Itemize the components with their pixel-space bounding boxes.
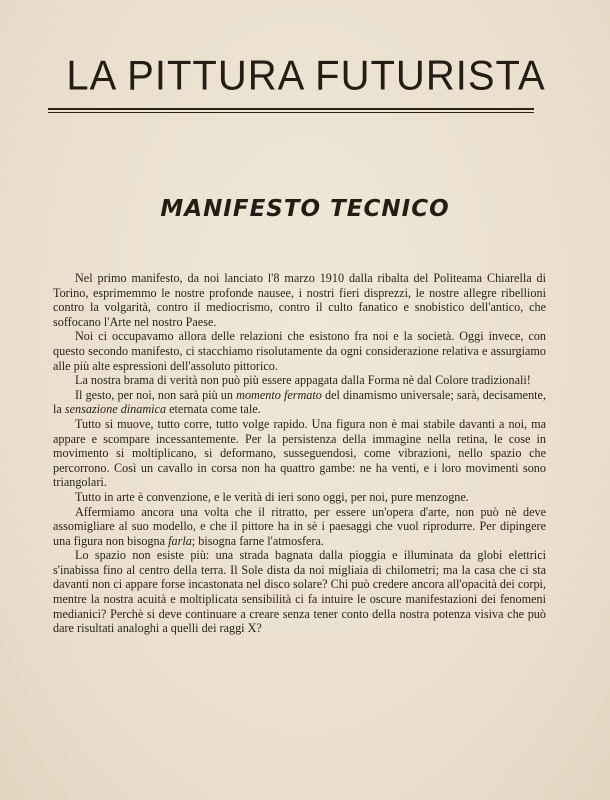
title-rule-thin bbox=[48, 112, 534, 113]
paragraph-text: Il gesto, per noi, non sarà più un bbox=[75, 387, 237, 402]
paragraph: Tutto in arte è convenzione, e le verità di ieri sono oggi, per noi, pure menzogne. bbox=[75, 489, 469, 504]
paragraph bbox=[53, 505, 546, 549]
paragraph-text: Affermiamo ancora una volta che il ritratto, per essere un'opera d'arte, non può nè deve assomigliare al suo modello, e che il pittore ha in sè i paesaggi che vuol riprodurre. Per dipingere una figura non bisogna bbox=[53, 504, 546, 548]
paragraph-text: eternata come tale. bbox=[166, 402, 261, 417]
manifesto-body bbox=[53, 271, 546, 636]
page-subtitle: MANIFESTO TECNICO bbox=[160, 196, 450, 222]
paragraph: Tutto si muove, tutto corre, tutto volge rapido. Una figura non è mai stabile davanti a noi, ma appare e scompare incessantemente. Per la persistenza della immagine nella retina, le cose in movimento si moltiplicano, si deformano, susseguendosi, come vibrazioni, nello spazio che percorrono. Così un cavallo in corsa non ha quattro gambe: ne ha venti, e i loro movimenti sono triangolari. bbox=[53, 416, 546, 490]
emphasis-text: momento fermato bbox=[236, 387, 322, 402]
paragraph: Lo spazio non esiste più: una strada bagnata dalla pioggia e illuminata da globi elettrici s'inabissa fino al centro della terra. Il Sole dista da noi migliaia di chilometri; ma la casa che ci sta davanti non ci appare forse incastonata nel disco solare? Chi può credere ancora all'opacità dei corpi, mentre la nostra acuità e moltiplicata sensibilità ci fa intuire le oscure manifestazioni dei fenomeni medianici? Perchè si deve continuare a creare senza tener conto della nostra potenza visiva che può dare risultati analoghi a quelli dei raggi X? bbox=[53, 548, 546, 636]
emphasis-text: sensazione dinamica bbox=[64, 402, 167, 417]
page-title: LA PITTURA FUTURISTA bbox=[66, 52, 546, 100]
paragraph: La nostra brama di verità non può più essere appagata dalla Forma nè dal Colore tradizionali! bbox=[75, 373, 531, 388]
paragraph-text: ; bisogna farne l'atmosfera. bbox=[191, 533, 324, 548]
paragraph-text: del dinamismo universale; sarà, decisamente, la bbox=[53, 387, 547, 417]
emphasis-text: farla bbox=[168, 533, 192, 548]
paragraph: Noi ci occupavamo allora delle relazioni che esistono fra noi e la società. Oggi invece, con questo secondo manifesto, ci stacchiamo risolutamente da ogni considerazione relativa e assurgiamo alle più alte espressioni dell'assoluto pittorico. bbox=[53, 329, 546, 373]
paragraph bbox=[53, 388, 546, 417]
title-rule-thick bbox=[48, 108, 534, 110]
paragraph: Nel primo manifesto, da noi lanciato l'8 marzo 1910 dalla ribalta del Politeama Chiarella di Torino, esprimemmo le nostre profonde nausee, i nostri fieri disprezzi, le nostre allegre ribellioni contro la volgarità, contro il mediocrismo, contro il culto fanatico e snobistico dell'antico, che soffocano l'Arte nel nostro Paese. bbox=[53, 271, 546, 329]
